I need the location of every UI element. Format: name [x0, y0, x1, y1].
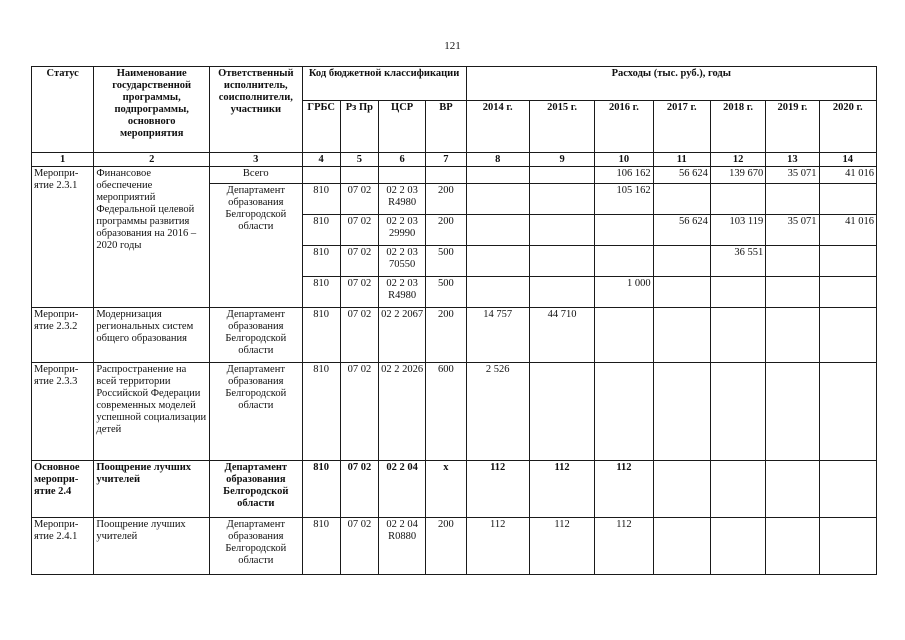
column-number-row	[32, 153, 877, 167]
header-name: Наименование государственной программы, подпрограммы, основного мероприятия	[94, 67, 210, 153]
vr-cell: 200	[426, 215, 466, 246]
grbs-cell: 810	[302, 246, 340, 277]
vr-cell: 200	[426, 308, 466, 363]
name-cell: Финансовое обеспечение мероприятий Федеральной целевой программы развития образования на 2016 – 2020 годы	[94, 167, 210, 308]
header-budget-code: Код бюджетной классификации	[302, 67, 466, 101]
value-cell: 106 162	[595, 167, 653, 184]
header-vr: ВР	[426, 101, 466, 153]
rzpr-cell: 07 02	[340, 184, 378, 215]
rzpr-cell: 07 02	[340, 363, 378, 461]
value-cell: 35 071	[766, 215, 819, 246]
name-cell: Распространение на всей территории Российской Федерации современных моделей успешной социализации детей	[94, 363, 210, 461]
rzpr-cell: 07 02	[340, 518, 378, 575]
status-cell: Меропри-ятие 2.3.3	[32, 363, 94, 461]
status-cell: Меропри-ятие 2.3.1	[32, 167, 94, 308]
column-number: 10	[595, 153, 653, 167]
column-number: 2	[94, 153, 210, 167]
rzpr-cell: 07 02	[340, 277, 378, 308]
value-cell: 2 526	[466, 363, 529, 461]
column-number: 1	[32, 153, 94, 167]
grbs-cell: 810	[302, 184, 340, 215]
column-number: 11	[653, 153, 710, 167]
rzpr-cell: 07 02	[340, 246, 378, 277]
table-row	[32, 518, 877, 575]
value-cell: 14 757	[466, 308, 529, 363]
value-cell: 35 071	[766, 167, 819, 184]
column-number: 3	[210, 153, 303, 167]
budget-table	[31, 66, 877, 575]
value-cell: 139 670	[710, 167, 765, 184]
column-number: 6	[379, 153, 426, 167]
responsible-cell: Департамент образования Белгородской области	[210, 184, 303, 308]
grbs-cell: 810	[302, 518, 340, 575]
table-row	[32, 167, 877, 184]
column-number: 12	[710, 153, 765, 167]
column-number: 4	[302, 153, 340, 167]
vr-cell: 500	[426, 277, 466, 308]
column-number: 14	[819, 153, 876, 167]
csr-cell: 02 2 03 R4980	[379, 184, 426, 215]
value-cell: 56 624	[653, 167, 710, 184]
total-label: Всего	[210, 167, 303, 184]
header-rzpr: Рз Пр	[340, 101, 378, 153]
value-cell: 112	[466, 461, 529, 518]
page-number: 121	[444, 40, 461, 52]
value-cell: 112	[466, 518, 529, 575]
csr-cell: 02 2 03 29990	[379, 215, 426, 246]
grbs-cell: 810	[302, 461, 340, 518]
name-cell: Модернизация региональных систем общего образования	[94, 308, 210, 363]
name-cell: Поощрение лучших учителей	[94, 461, 210, 518]
header-year-2019: 2019 г.	[766, 101, 819, 153]
grbs-cell: 810	[302, 277, 340, 308]
header-csr: ЦСР	[379, 101, 426, 153]
table-row	[32, 308, 877, 363]
status-cell: Меропри-ятие 2.4.1	[32, 518, 94, 575]
column-number: 5	[340, 153, 378, 167]
header-status: Статус	[32, 67, 94, 153]
value-cell: 105 162	[595, 184, 653, 215]
header-year-2014: 2014 г.	[466, 101, 529, 153]
value-cell: 41 016	[819, 215, 876, 246]
column-number: 13	[766, 153, 819, 167]
vr-cell: х	[426, 461, 466, 518]
rzpr-cell: 07 02	[340, 461, 378, 518]
grbs-cell: 810	[302, 215, 340, 246]
name-cell: Поощрение лучших учителей	[94, 518, 210, 575]
value-cell: 41 016	[819, 167, 876, 184]
status-cell: Меропри-ятие 2.3.2	[32, 308, 94, 363]
table-row	[32, 461, 877, 518]
header-grbs: ГРБС	[302, 101, 340, 153]
header-year-2015: 2015 г.	[529, 101, 594, 153]
value-cell: 112	[595, 518, 653, 575]
responsible-cell: Департамент образования Белгородской области	[210, 461, 303, 518]
column-number: 9	[529, 153, 594, 167]
header-year-2020: 2020 г.	[819, 101, 876, 153]
table-row	[32, 363, 877, 461]
vr-cell: 200	[426, 184, 466, 215]
responsible-cell: Департамент образования Белгородской области	[210, 518, 303, 575]
csr-cell: 02 2 03 70550	[379, 246, 426, 277]
vr-cell: 600	[426, 363, 466, 461]
responsible-cell: Департамент образования Белгородской области	[210, 308, 303, 363]
csr-cell: 02 2 04 R0880	[379, 518, 426, 575]
value-cell: 112	[529, 518, 594, 575]
responsible-cell: Департамент образования Белгородской области	[210, 363, 303, 461]
status-cell: Основное меропри-ятие 2.4	[32, 461, 94, 518]
header-year-2016: 2016 г.	[595, 101, 653, 153]
value-cell: 36 551	[710, 246, 765, 277]
vr-cell: 200	[426, 518, 466, 575]
rzpr-cell: 07 02	[340, 308, 378, 363]
grbs-cell: 810	[302, 363, 340, 461]
header-expenses: Расходы (тыс. руб.), годы	[466, 67, 876, 101]
csr-cell: 02 2 2067	[379, 308, 426, 363]
value-cell: 112	[529, 461, 594, 518]
value-cell: 44 710	[529, 308, 594, 363]
rzpr-cell: 07 02	[340, 215, 378, 246]
value-cell: 1 000	[595, 277, 653, 308]
column-number: 8	[466, 153, 529, 167]
csr-cell: 02 2 2026	[379, 363, 426, 461]
value-cell: 103 119	[710, 215, 765, 246]
grbs-cell: 810	[302, 308, 340, 363]
header-year-2018: 2018 г.	[710, 101, 765, 153]
column-number: 7	[426, 153, 466, 167]
csr-cell: 02 2 04	[379, 461, 426, 518]
value-cell: 112	[595, 461, 653, 518]
header-year-2017: 2017 г.	[653, 101, 710, 153]
value-cell: 56 624	[653, 215, 710, 246]
csr-cell: 02 2 03 R4980	[379, 277, 426, 308]
header-responsible: Ответственный исполнитель, соисполнители, участники	[210, 67, 303, 153]
vr-cell: 500	[426, 246, 466, 277]
